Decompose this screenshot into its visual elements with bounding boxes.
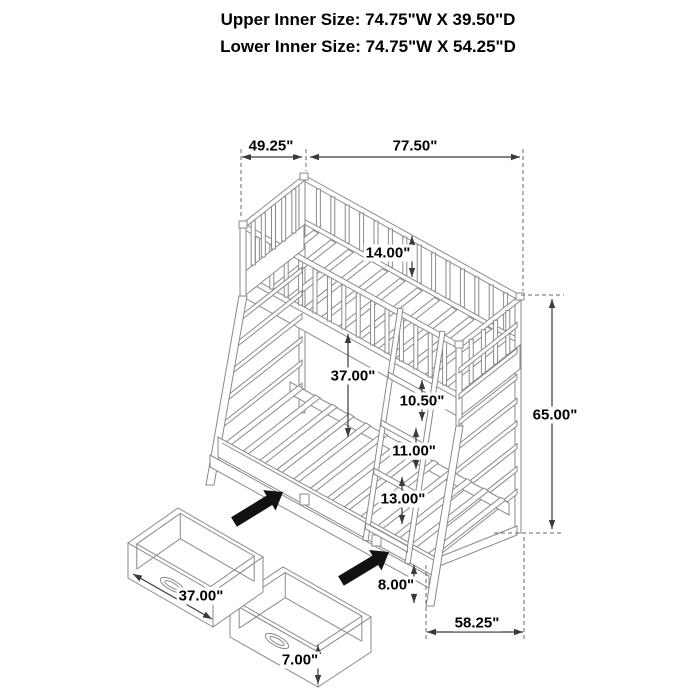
dim-label-bunk-spacing: 37.00"	[330, 367, 376, 385]
dim-label-drawer-height: 7.00"	[281, 651, 319, 669]
dim-label-under-bed-clearance: 8.00"	[377, 576, 415, 594]
dim-label-upper-bunk-depth: 49.25"	[248, 137, 294, 155]
dim-label-ladder-step-1: 10.50"	[399, 392, 445, 410]
bunk-bed	[206, 173, 524, 606]
dim-label-guard-rail-height: 14.00"	[365, 244, 411, 262]
lower-inner-size-text: Lower Inner Size: 74.75"W X 54.25"D	[220, 37, 516, 56]
dim-label-ladder-step-2: 11.00"	[392, 442, 436, 460]
dim-label-drawer-width: 37.00"	[178, 587, 224, 605]
upper-inner-size-text: Upper Inner Size: 74.75"W X 39.50"D	[220, 10, 516, 29]
inner-size-title	[220, 6, 516, 60]
dim-label-lower-bunk-depth: 58.25"	[454, 614, 500, 632]
dim-label-overall-height: 65.00"	[532, 406, 578, 424]
dim-label-ladder-step-3: 13.00"	[380, 490, 426, 508]
dim-label-overall-width: 77.50"	[392, 137, 438, 155]
